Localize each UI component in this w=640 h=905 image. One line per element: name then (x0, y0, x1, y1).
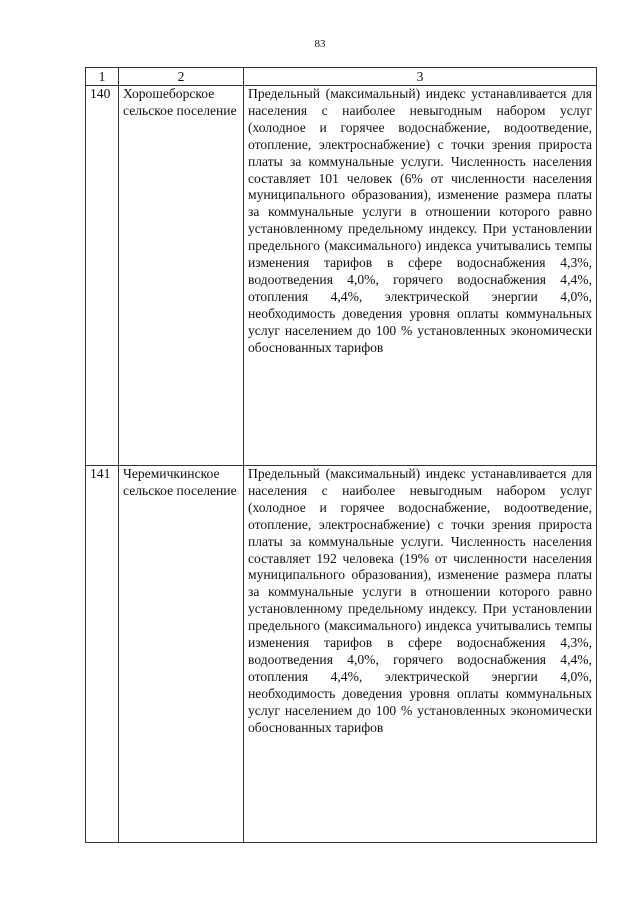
table-row (86, 86, 597, 466)
column-header-2: 2 (119, 68, 244, 86)
table-header-row (86, 68, 597, 86)
row-number: 141 (86, 466, 119, 843)
settlement-name: Хорошеборское сельское поселение (119, 86, 244, 466)
column-header-3: 3 (244, 68, 597, 86)
index-description: Предельный (максимальный) индекс устанавливается для населения с наиболее невыгодным набором услуг (холодное и горячее водоснабжение, водоотведение, отопление, электроснабжение) с точки зрения прироста платы за коммунальные услуги. Численность населения составляет 192 человека (19% от численности населения муниципального образования), изменение размера платы за коммунальные услуги в отношении которого равно установленному предельному индексу. При установлении предельного (максимального) индекса учитывались темпы изменения тарифов в сфере водоснабжения 4,3%, водоотведения 4,0%, горячего водоснабжения 4,4%, отопления 4,4%, электрической энергии 4,0%, необходимость доведения уровня оплаты коммунальных услуг населением до 100 % установленных экономически обоснованных тарифов (244, 466, 597, 843)
column-header-1: 1 (86, 68, 119, 86)
settlement-name: Черемичкинское сельское поселение (119, 466, 244, 843)
row-number: 140 (86, 86, 119, 466)
table-row (86, 466, 597, 843)
tariff-index-table (85, 67, 597, 843)
index-description: Предельный (максимальный) индекс устанавливается для населения с наиболее невыгодным набором услуг (холодное и горячее водоснабжение, водоотведение, отопление, электроснабжение) с точки зрения прироста платы за коммунальные услуги. Численность населения составляет 101 человек (6% от численности населения муниципального образования), изменение размера платы за коммунальные услуги в отношении которого равно установленному предельному индексу. При установлении предельного (максимального) индекса учитывались темпы изменения тарифов в сфере водоснабжения 4,3%, водоотведения 4,0%, горячего водоснабжения 4,4%, отопления 4,4%, электрической энергии 4,0%, необходимость доведения уровня оплаты коммунальных услуг населением до 100 % установленных экономически обоснованных тарифов (244, 86, 597, 466)
page-number: 83 (314, 38, 326, 50)
